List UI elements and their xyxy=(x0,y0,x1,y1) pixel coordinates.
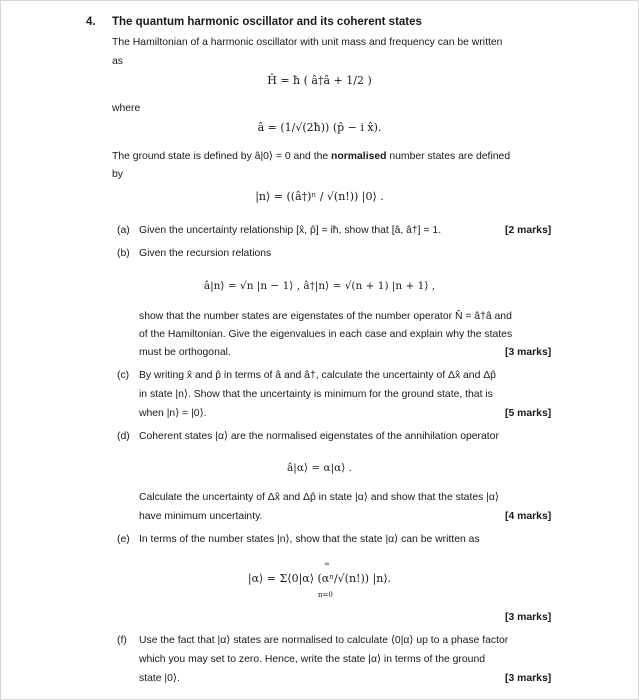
part-d-after-line-1: Calculate the uncertainty of Δx̂ and Δp̂ in state |α⟩ and show that the states |α⟩ xyxy=(139,492,499,503)
part-c-line-1: By writing x̂ and p̂ in terms of â and â†, calculate the uncertainty of Δx̂ and Δp̂ xyxy=(139,370,496,381)
part-f-line-2: which you may set to zero. Hence, write the state |α⟩ in terms of the ground xyxy=(139,654,485,665)
part-c-line-3: when |n⟩ = |0⟩. xyxy=(139,408,207,419)
part-e-coherent-expansion: |α⟩ = Σ⟨0|α⟩ (αⁿ/√(n!)) |n⟩. xyxy=(247,572,392,585)
part-a-line-1: Given the uncertainty relationship [x̂, p̂] = iħ, show that [â, â†] = 1. xyxy=(139,225,442,236)
part-c-line-2: in state |n⟩. Show that the uncertainty is minimum for the ground state, that is xyxy=(139,389,493,400)
part-d-eigenvalue-equation: â|α⟩ = α|α⟩ . xyxy=(287,462,352,474)
part-b-after-line-1: show that the number states are eigenstates of the number operator N̂ = â†â and xyxy=(139,311,512,322)
part-b-after-line-3: must be orthogonal. xyxy=(139,347,231,358)
ground-state-text-b: number states are defined xyxy=(386,151,511,162)
sum-lower-limit: n=0 xyxy=(318,591,333,599)
part-a-label: (a) xyxy=(117,225,130,236)
part-d-marks: [4 marks] xyxy=(505,511,552,522)
part-e-label: (e) xyxy=(117,534,130,545)
intro-line-2: as xyxy=(112,56,123,67)
hamiltonian-equation: Ĥ = ħ ( â†â + 1/2 ) xyxy=(267,74,372,87)
number-state-definition: |n⟩ = ((â†)ⁿ / √(n!)) |0⟩ . xyxy=(255,190,384,203)
part-b-label: (b) xyxy=(117,248,130,259)
part-d-line-1: Coherent states |α⟩ are the normalised eigenstates of the annihilation operator xyxy=(139,431,499,442)
question-number: 4. xyxy=(86,16,96,28)
part-b-marks: [3 marks] xyxy=(505,347,552,358)
ground-state-text-a: The ground state is defined by â|0⟩ = 0 and the xyxy=(112,151,332,162)
question-title: The quantum harmonic oscillator and its coherent states xyxy=(112,16,422,28)
part-e-line-1: In terms of the number states |n⟩, show that the state |α⟩ can be written as xyxy=(139,534,480,545)
part-b-line-1: Given the recursion relations xyxy=(139,248,272,259)
part-b-recursion-equation: â|n⟩ = √n |n − 1⟩ , â†|n⟩ = √(n + 1) |n + 1⟩ , xyxy=(203,280,436,292)
intro-line-1: The Hamiltonian of a harmonic oscillator with unit mass and frequency can be written xyxy=(112,37,503,48)
where-label: where xyxy=(112,103,141,114)
ground-state-line-1 xyxy=(112,151,510,163)
part-c-marks: [5 marks] xyxy=(505,408,552,419)
part-f-marks: [3 marks] xyxy=(505,673,552,684)
part-e-marks: [3 marks] xyxy=(505,612,552,623)
part-f-line-1: Use the fact that |α⟩ states are normalised to calculate ⟨0|α⟩ up to a phase factor xyxy=(139,635,509,646)
part-a-marks: [2 marks] xyxy=(505,225,552,236)
part-b-after-line-2: of the Hamiltonian. Give the eigenvalues in each case and explain why the states xyxy=(139,329,513,340)
part-f-label: (f) xyxy=(117,635,127,646)
part-c-label: (c) xyxy=(117,370,130,381)
annihilation-operator-definition: â = (1/√(2ħ)) (p̂ − i x̂). xyxy=(257,121,382,134)
ground-state-line-2: by xyxy=(112,169,123,180)
part-d-label: (d) xyxy=(117,431,130,442)
sum-upper-limit: ∞ xyxy=(324,560,330,568)
part-d-after-line-2: have minimum uncertainty. xyxy=(139,511,263,522)
normalised-emphasis: normalised xyxy=(331,151,387,162)
part-f-line-3: state |0⟩. xyxy=(139,673,180,684)
